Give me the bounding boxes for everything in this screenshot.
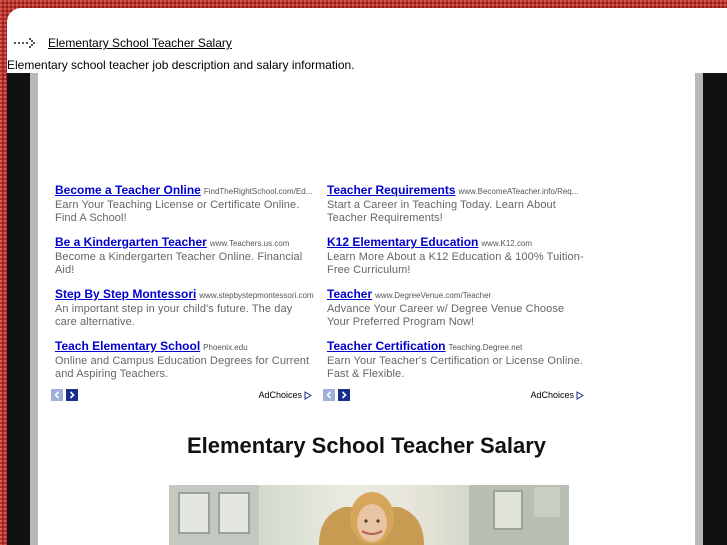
- adchoices-link[interactable]: [530, 390, 584, 400]
- ad-title-link[interactable]: Teacher Requirements: [327, 183, 456, 197]
- ad-footer-left: [51, 389, 312, 401]
- prev-ad-button[interactable]: [323, 389, 335, 401]
- teacher-photo: [169, 485, 569, 545]
- ad-url[interactable]: www.DegreeVenue.com/Teacher: [375, 291, 492, 300]
- ad-body: Earn Your Teaching License or Certificate Online. Find A School!: [55, 199, 300, 224]
- adchoices-triangle-icon: [576, 391, 584, 400]
- ad-item: [55, 286, 317, 338]
- prev-ad-button[interactable]: [51, 389, 63, 401]
- chevron-left-icon: [325, 391, 333, 399]
- chevron-right-icon: [340, 391, 348, 399]
- ad-url[interactable]: FindTheRightSchool.com/Ed...: [203, 187, 313, 196]
- ad-url[interactable]: Teaching.Degree.net: [448, 343, 523, 352]
- ad-item: [327, 338, 589, 390]
- ad-title-link[interactable]: Become a Teacher Online: [55, 183, 201, 197]
- adchoices-label[interactable]: AdChoices: [530, 390, 574, 400]
- ad-url[interactable]: www.stepbystepmontessori.com: [199, 291, 314, 300]
- site-description: Elementary school teacher job description and salary information.: [7, 58, 355, 72]
- ad-body: Online and Campus Education Degrees for Current and Aspiring Teachers.: [55, 355, 310, 380]
- ad-body: Advance Your Career w/ Degree Venue Choose Your Preferred Program Now!: [327, 303, 565, 328]
- ad-column-left: [55, 182, 317, 390]
- teacher-photo-illustration: [169, 485, 569, 545]
- ad-column-right: [327, 182, 589, 390]
- ad-title-link[interactable]: Teacher: [327, 287, 373, 301]
- ad-item: [327, 182, 589, 234]
- adchoices-triangle-icon: [304, 391, 312, 400]
- ad-body: An important step in your child's future. The day care alternative.: [55, 303, 293, 328]
- title-link-text[interactable]: Elementary School Teacher Salary: [48, 36, 232, 50]
- ad-url[interactable]: www.BecomeATeacher.info/Req...: [458, 187, 579, 196]
- ad-title-link[interactable]: K12 Elementary Education: [327, 235, 479, 249]
- ad-url[interactable]: www.Teachers.us.com: [209, 239, 290, 248]
- chevron-right-icon: [68, 391, 76, 399]
- ad-item: [55, 182, 317, 234]
- ad-url[interactable]: www.K12.com: [481, 239, 533, 248]
- ad-title-link[interactable]: Be a Kindergarten Teacher: [55, 235, 207, 249]
- next-ad-button[interactable]: [338, 389, 350, 401]
- page-title: Elementary School Teacher Salary: [186, 433, 547, 458]
- ad-title-link[interactable]: Teach Elementary School: [55, 339, 201, 353]
- ad-body: Learn More About a K12 Education & 100% Tuition-Free Curriculum!: [327, 251, 584, 276]
- right-dark-border: [703, 73, 727, 545]
- title-link[interactable]: [14, 36, 232, 50]
- content-panel: [38, 73, 695, 545]
- dotted-arrow-icon: [14, 37, 38, 49]
- ad-body: Become a Kindergarten Teacher Online. Financial Aid!: [55, 251, 303, 276]
- ad-url[interactable]: Phoenix.edu: [203, 343, 248, 352]
- ad-title-link[interactable]: Teacher Certification: [327, 339, 446, 353]
- ad-item: [55, 234, 317, 286]
- ad-item: [327, 234, 589, 286]
- adchoices-link[interactable]: [258, 390, 312, 400]
- left-dark-border: [7, 73, 30, 545]
- next-ad-button[interactable]: [66, 389, 78, 401]
- adchoices-label[interactable]: AdChoices: [258, 390, 302, 400]
- ad-title-link[interactable]: Step By Step Montessori: [55, 287, 197, 301]
- ad-footer-right: [323, 389, 584, 401]
- ad-body: Start a Career in Teaching Today. Learn About Teacher Requirements!: [327, 199, 556, 224]
- ad-body: Earn Your Teacher's Certification or License Online. Fast & Flexible.: [327, 355, 583, 380]
- ad-item: [327, 286, 589, 338]
- chevron-left-icon: [53, 391, 61, 399]
- right-gray-border: [695, 73, 703, 545]
- ad-item: [55, 338, 317, 390]
- left-gray-border: [30, 73, 38, 545]
